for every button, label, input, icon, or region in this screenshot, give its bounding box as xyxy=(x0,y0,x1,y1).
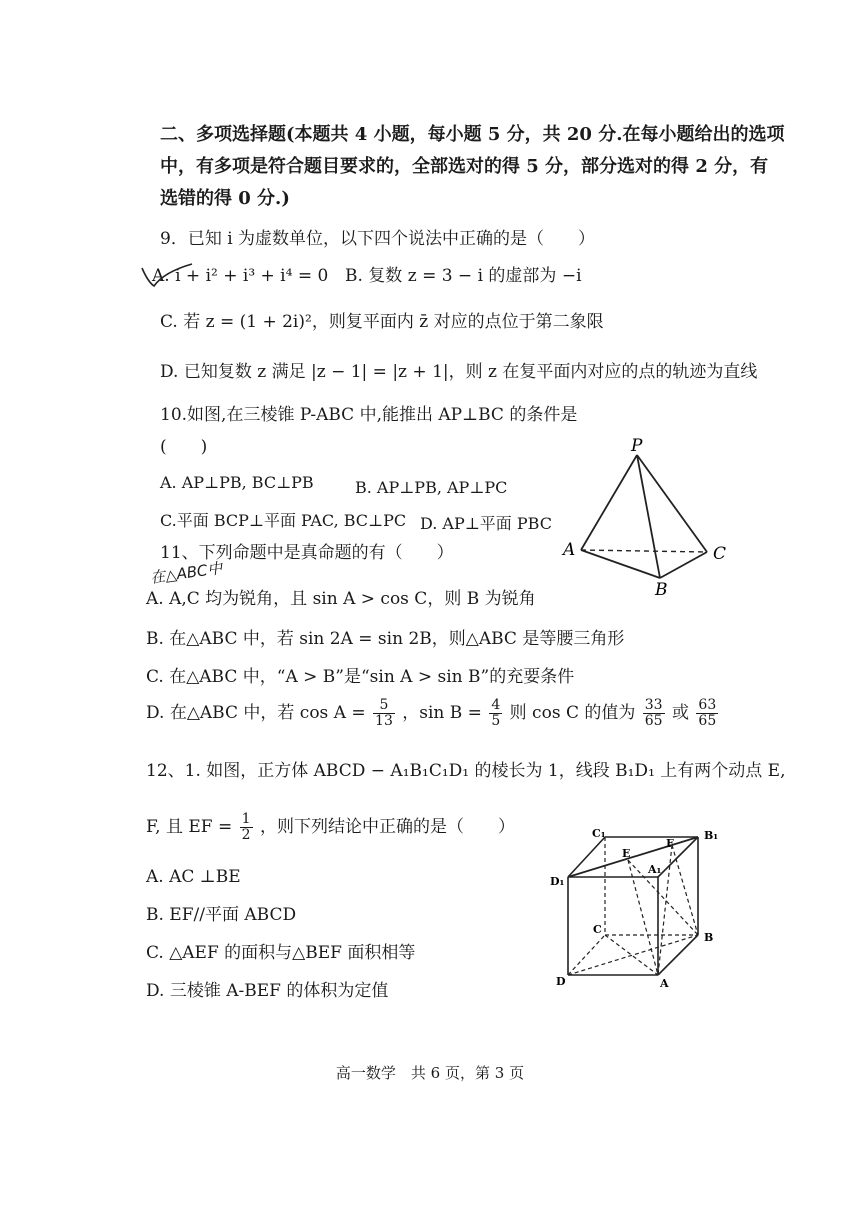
frac-numerator: 33 xyxy=(644,697,663,713)
frac-denominator: 13 xyxy=(375,713,393,729)
frac-numerator: 4 xyxy=(491,697,501,713)
q11-handwriting: 在△ABC中 xyxy=(149,559,224,587)
q10-option-d: D. AP⊥平面 PBC xyxy=(420,514,552,533)
q12-stem-line-2 xyxy=(146,812,515,843)
q12-frac-ef xyxy=(240,812,253,843)
tetra-label-c: C xyxy=(713,544,727,564)
q10-option-c: C.平面 BCP⊥平面 PAC, BC⊥PC xyxy=(160,511,407,530)
q10-option-b: B. AP⊥PB, AP⊥PC xyxy=(355,478,508,497)
q12-option-d: D. 三棱锥 A-BEF 的体积为定值 xyxy=(146,981,389,1001)
q9-option-b: B. 复数 z = 3 − i 的虚部为 −i xyxy=(345,266,582,286)
tetra-label-b: B xyxy=(655,580,668,600)
q12-option-b: B. EF//平面 ABCD xyxy=(146,905,297,925)
cube-label-c: C xyxy=(593,923,602,936)
cube-label-f: F xyxy=(666,837,674,850)
frac-denominator: 5 xyxy=(491,713,501,729)
cube-label-a: A xyxy=(660,977,669,990)
cube-label-e: E xyxy=(622,847,631,860)
q9-stem: 9．已知 i 为虚数单位，以下四个说法中正确的是（ ） xyxy=(160,229,596,249)
q12-stem-line-1: 12、1. 如图，正方体 ABCD − A₁B₁C₁D₁ 的棱长为 1，线段 B₁D₁ 上有两个动点 E, xyxy=(146,761,786,781)
q11-option-a: A. A,C 均为锐角，且 sin A > cos C，则 B 为锐角 xyxy=(146,589,536,609)
cube-figure xyxy=(548,825,738,995)
tetrahedron-figure xyxy=(555,435,735,600)
q11-frac-cos-a xyxy=(373,698,395,729)
cube-label-d: D xyxy=(556,975,566,988)
section-title-line-2: 中，有多项是符合题目要求的，全部选对的得 5 分，部分选对的得 2 分，有 xyxy=(160,156,769,177)
q11-frac-ans1 xyxy=(643,698,665,729)
q11-d-mid1: ，sin B = xyxy=(402,703,482,723)
q11-stem: 11、下列命题中是真命题的有（ ） xyxy=(160,543,454,563)
page-footer: 高一数学 共 6 页，第 3 页 xyxy=(335,1064,525,1082)
q9-option-c: C. 若 z = (1 + 2i)²，则复平面内 z̄ 对应的点位于第二象限 xyxy=(160,312,604,332)
q9-option-a: A. i + i² + i³ + i⁴ = 0 xyxy=(152,266,329,286)
q9-option-d: D. 已知复数 z 满足 |z − 1| = |z + 1|，则 z 在复平面内对应的点的轨迹为直线 xyxy=(160,362,758,382)
q10-stem: 10.如图,在三棱锥 P-ABC 中,能推出 AP⊥BC 的条件是 xyxy=(160,405,578,425)
frac-numerator: 5 xyxy=(373,698,395,714)
q11-d-prefix: D. 在△ABC 中，若 cos A = xyxy=(146,703,366,723)
cube-label-b1: B₁ xyxy=(704,829,719,842)
tetra-label-a: A xyxy=(563,540,576,560)
q11-frac-sin-b xyxy=(489,698,502,729)
q12-stem-prefix: F, 且 EF = xyxy=(146,817,233,837)
cube-label-d1: D₁ xyxy=(550,875,565,888)
q10-option-a: A. AP⊥PB, BC⊥PB xyxy=(160,473,314,492)
tetra-label-p: P xyxy=(631,436,643,456)
frac-denominator: 65 xyxy=(644,713,663,729)
frac-numerator: 63 xyxy=(698,697,717,713)
frac-denominator: 2 xyxy=(241,827,251,843)
section-title-line-3: 选错的得 0 分.) xyxy=(160,188,290,209)
q11-option-c: C. 在△ABC 中，“A > B”是“sin A > sin B”的充要条件 xyxy=(146,667,575,687)
frac-numerator: 1 xyxy=(241,811,251,827)
cube-label-b: B xyxy=(704,931,714,944)
cube-label-a1: A₁ xyxy=(648,863,662,876)
q11-frac-ans2 xyxy=(696,698,718,729)
q11-option-d xyxy=(146,698,720,729)
q11-d-or: 或 xyxy=(672,703,689,723)
section-title-line-1: 二、多项选择题(本题共 4 小题，每小题 5 分，共 20 分.在每小题给出的选项 xyxy=(160,124,785,145)
cube-label-c1: C₁ xyxy=(592,827,606,840)
q12-option-a: A. AC ⊥BE xyxy=(146,867,241,887)
q11-option-b: B. 在△ABC 中，若 sin 2A = sin 2B，则△ABC 是等腰三角形 xyxy=(146,629,625,649)
q12-option-c: C. △AEF 的面积与△BEF 面积相等 xyxy=(146,943,416,963)
q12-stem-suffix: ，则下列结论中正确的是（ ） xyxy=(259,817,515,837)
q11-d-mid2: 则 cos C 的值为 xyxy=(509,703,636,723)
frac-denominator: 65 xyxy=(698,713,717,729)
check-mark-icon xyxy=(138,260,198,292)
q10-paren: ( ) xyxy=(160,437,208,457)
